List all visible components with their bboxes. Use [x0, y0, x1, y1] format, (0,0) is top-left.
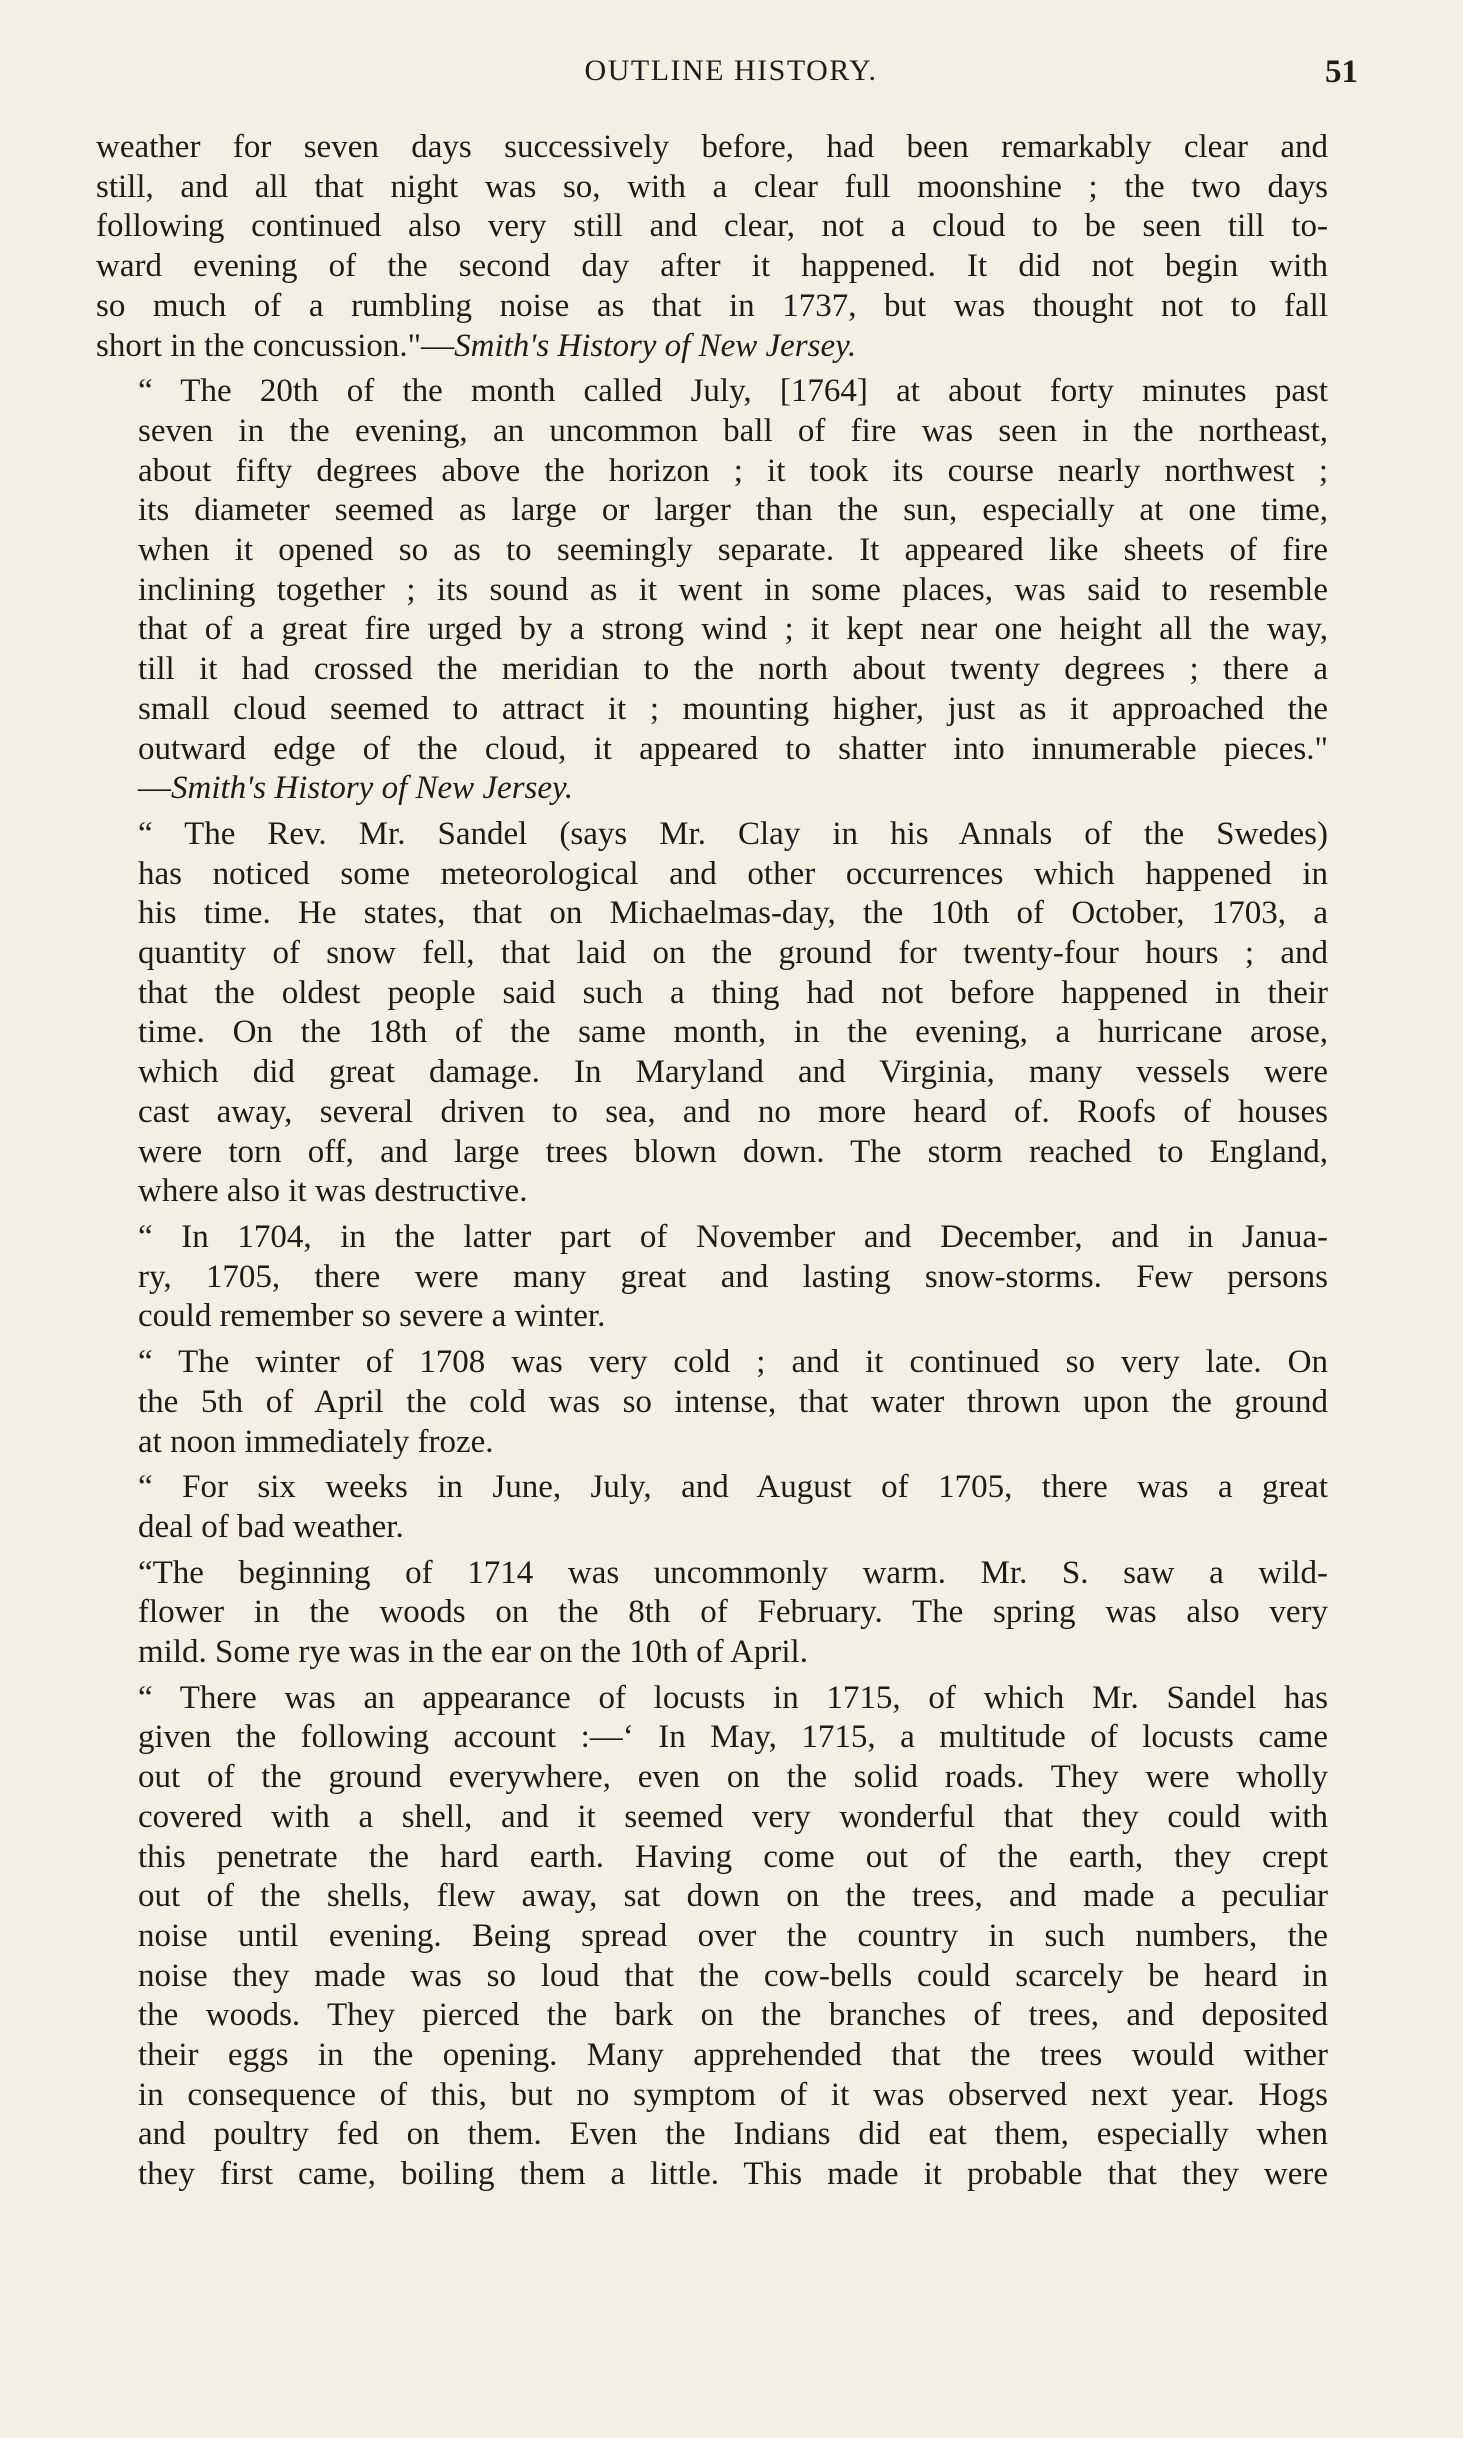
text-line: noise until evening. Being spread over the country in such numbers, the — [138, 1917, 1328, 1954]
text-line: this penetrate the hard earth. Having come out of the earth, they crept — [138, 1838, 1328, 1875]
text-line: mild. Some rye was in the ear on the 10th of April. — [138, 1634, 808, 1671]
text-line: quantity of snow fell, that laid on the ground for twenty-four hours ; and — [138, 935, 1328, 972]
citation-source: Smith's History of New Jersey. — [454, 327, 857, 364]
paragraph — [96, 1468, 1328, 1547]
text-line: so much of a rumbling noise as that in 1737, but was thought not to fall — [96, 287, 1328, 324]
text-line: deal of bad weather. — [138, 1508, 404, 1545]
paragraph — [96, 815, 1328, 1212]
citation-line — [96, 327, 1328, 367]
text-line: given the following account :—‘ In May, 1715, a multitude of locusts came — [138, 1719, 1328, 1756]
text-line: when it opened so as to seemingly separate. It appeared like sheets of fire — [138, 532, 1328, 569]
text-line: small cloud seemed to attract it ; mounting higher, just as it approached the — [138, 690, 1328, 727]
paragraph — [96, 372, 1328, 809]
body-text — [96, 128, 1328, 2201]
text-line: flower in the woods on the 8th of February. The spring was also very — [138, 1594, 1328, 1631]
text-line: which did great damage. In Maryland and Virginia, many vessels were — [138, 1054, 1328, 1091]
text-line: were torn off, and large trees blown down. The storm reached to England, — [138, 1133, 1328, 1170]
text-line: that of a great fire urged by a strong wind ; it kept near one height all the way, — [138, 611, 1328, 648]
paragraph — [96, 1343, 1328, 1462]
paragraph — [96, 128, 1328, 366]
text-line: in consequence of this, but no symptom of it was observed next year. Hogs — [138, 2076, 1328, 2113]
text-line: the 5th of April the cold was so intense, that water thrown upon the ground — [138, 1383, 1328, 1420]
text-line: “ There was an appearance of locusts in 1715, of which Mr. Sandel has — [138, 1679, 1328, 1716]
running-title: OUTLINE HISTORY. — [584, 54, 878, 87]
citation-lead: short in the concussion."— — [96, 327, 455, 364]
text-line: cast away, several driven to sea, and no more heard of. Roofs of houses — [138, 1093, 1328, 1130]
citation-line — [96, 769, 1328, 809]
text-line: time. On the 18th of the same month, in the evening, a hurricane arose, — [138, 1014, 1328, 1051]
text-line: out of the shells, flew away, sat down on the trees, and made a peculiar — [138, 1878, 1328, 1915]
text-line: till it had crossed the meridian to the north about twenty degrees ; there a — [138, 651, 1328, 688]
paragraph — [96, 1554, 1328, 1673]
text-line: “The beginning of 1714 was uncommonly warm. Mr. S. saw a wild- — [138, 1554, 1328, 1591]
text-line: the woods. They pierced the bark on the branches of trees, and deposited — [138, 1997, 1328, 2034]
citation-source: Smith's History of New Jersey. — [171, 770, 574, 807]
text-line: ry, 1705, there were many great and lasting snow-storms. Few persons — [138, 1258, 1328, 1295]
paragraph — [96, 1218, 1328, 1337]
text-line: has noticed some meteorological and other occurrences which happened in — [138, 855, 1328, 892]
text-line: seven in the evening, an uncommon ball of fire was seen in the northeast, — [138, 412, 1328, 449]
citation-lead: — — [138, 770, 171, 807]
text-line: could remember so severe a winter. — [138, 1298, 606, 1335]
text-line: “ The 20th of the month called July, [1764] at about forty minutes past — [138, 373, 1328, 410]
text-line: “ The Rev. Mr. Sandel (says Mr. Clay in his Annals of the Swedes) — [138, 815, 1328, 852]
text-line: outward edge of the cloud, it appeared to shatter into innumerable pieces." — [138, 730, 1328, 767]
text-line: out of the ground everywhere, even on the solid roads. They were wholly — [138, 1759, 1328, 1796]
text-line: where also it was destructive. — [138, 1173, 528, 1210]
page-number: 51 — [1325, 54, 1358, 90]
text-line: their eggs in the opening. Many apprehended that the trees would wither — [138, 2037, 1328, 2074]
text-line: “ In 1704, in the latter part of November and December, and in Janua- — [138, 1218, 1328, 1255]
paragraph — [96, 1679, 1328, 2195]
text-line: covered with a shell, and it seemed very wonderful that they could with — [138, 1798, 1328, 1835]
text-line: ward evening of the second day after it happened. It did not begin with — [96, 248, 1328, 285]
text-line: noise they made was so loud that the cow-bells could scarcely be heard in — [138, 1957, 1328, 1994]
text-line: its diameter seemed as large or larger than the sun, especially at one time, — [138, 492, 1328, 529]
page-header — [96, 48, 1366, 98]
text-line: following continued also very still and clear, not a cloud to be seen till to- — [96, 208, 1328, 245]
text-line: they first came, boiling them a little. This made it probable that they were — [138, 2156, 1328, 2193]
text-line: “ For six weeks in June, July, and August of 1705, there was a great — [138, 1469, 1328, 1506]
text-line: that the oldest people said such a thing had not before happened in their — [138, 974, 1328, 1011]
text-line: his time. He states, that on Michaelmas-day, the 10th of October, 1703, a — [138, 895, 1328, 932]
text-line: “ The winter of 1708 was very cold ; and it continued so very late. On — [138, 1344, 1328, 1381]
text-line: inclining together ; its sound as it went in some places, was said to resemble — [138, 571, 1328, 608]
text-line: at noon immediately froze. — [138, 1423, 494, 1460]
text-line: and poultry fed on them. Even the Indians did eat them, especially when — [138, 2116, 1328, 2153]
text-line: about fifty degrees above the horizon ; it took its course nearly northwest ; — [138, 452, 1328, 489]
text-line: still, and all that night was so, with a clear full moonshine ; the two days — [96, 168, 1328, 205]
text-line: weather for seven days successively before, had been remarkably clear and — [96, 129, 1328, 165]
